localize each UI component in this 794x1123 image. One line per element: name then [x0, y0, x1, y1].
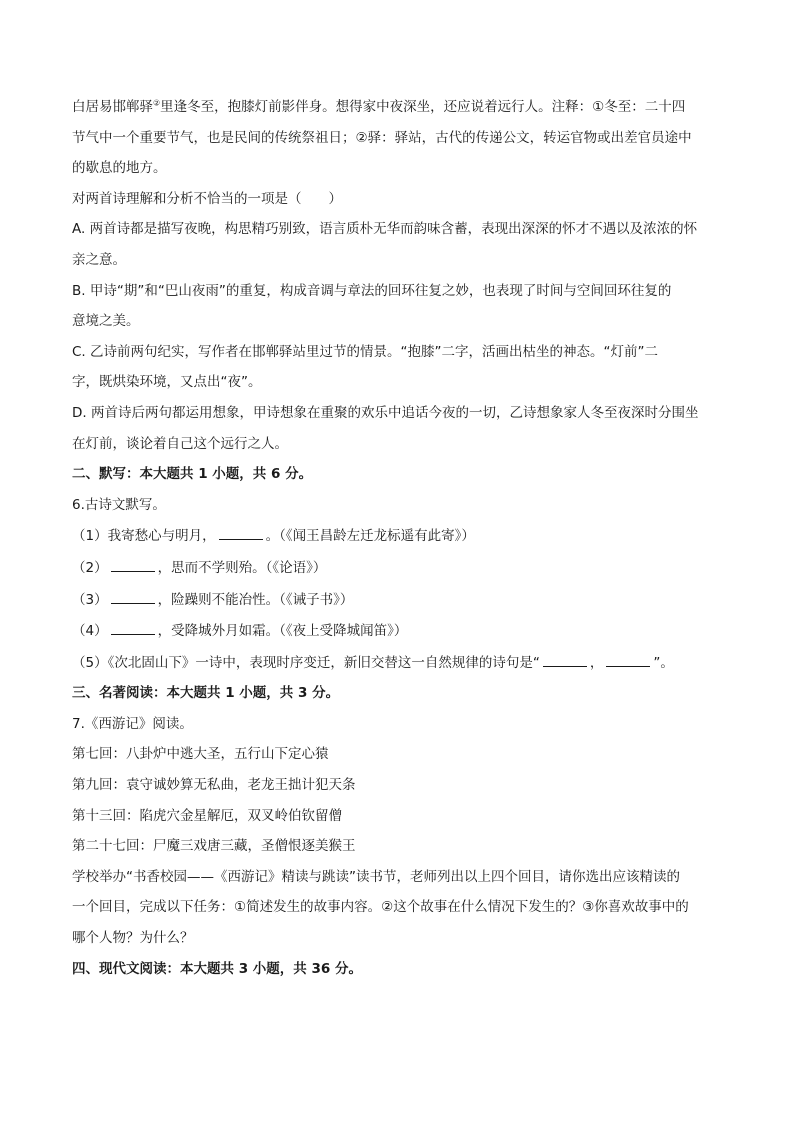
intro-text: 白居易邯郸驿: [72, 99, 153, 115]
q7-chapter-4: 第二十七回：尸魔三戏唐三藏，圣僧恨逐美猴王: [72, 838, 356, 855]
q5-option-d-line-1: D. 两首诗后两句都运用想象，甲诗想象在重聚的欢乐中追话今夜的一切，乙诗想象家人冬至夜深时分围坐: [72, 404, 699, 421]
q5-option-a-line-2: 亲之意。: [72, 251, 126, 268]
q6-item-3: [72, 590, 722, 609]
answer-blank[interactable]: [111, 590, 155, 604]
q6-item-text: ，险躁则不能冶性。（《诫子书》）: [157, 591, 354, 608]
q7-chapter-2: 第九回：袁守诚妙算无私曲，老龙王拙计犯天条: [72, 777, 356, 794]
intro-line-1: [72, 98, 722, 116]
q5-option-c-line-1: C. 乙诗前两句纪实，写作者在邯郸驿站里过节的情景。“抱膝”二字，活画出枯坐的神态。“灯前”二: [72, 343, 658, 360]
q6-item-text: ，思而不学则殆。（《论语》）: [157, 559, 327, 576]
q6-item-text: ，受降城外月如霜。（《夜上受降城闻笛》）: [157, 623, 408, 640]
q7-title: 7.《西游记》阅读。: [72, 715, 193, 732]
answer-blank[interactable]: [111, 621, 155, 635]
intro-line-3: 的歇息的地方。: [72, 160, 167, 177]
q6-item-text: （1）我寄愁心与明月，: [72, 528, 216, 545]
section-2-heading: 二、默写：本大题共 1 小题，共 6 分。: [72, 466, 313, 483]
q6-item-text: ，: [589, 654, 604, 671]
q7-chapter-1: 第七回：八卦炉中逃大圣，五行山下定心猿: [72, 746, 329, 763]
section-4-heading: 四、现代文阅读：本大题共 3 小题，共 36 分。: [72, 960, 362, 977]
answer-blank[interactable]: [543, 653, 587, 667]
q6-item-text: ”。: [653, 654, 674, 671]
q5-option-d-line-2: 在灯前，谈论着自己这个远行之人。: [72, 435, 288, 452]
section-3-heading: 三、名著阅读：本大题共 1 小题，共 3 分。: [72, 685, 340, 702]
q6-item-text: （3）: [72, 591, 108, 608]
q5-option-a-line-1: A. 两首诗都是描写夜晚，构思精巧别致，语言质朴无华而韵味含蓄，表现出深深的怀才不遇以及浓浓的怀: [72, 221, 698, 238]
q5-stem: 对两首诗理解和分析不恰当的一项是（ ）: [72, 190, 342, 207]
answer-blank[interactable]: [111, 558, 155, 572]
q7-chapter-3: 第十三回：陷虎穴金星解厄，双叉岭伯钦留僧: [72, 807, 342, 824]
q5-option-c-line-2: 字，既烘染环境，又点出“夜”。: [72, 374, 262, 391]
q6-item-1: [72, 526, 722, 545]
footnote-marker: ②: [153, 98, 161, 108]
q6-item-text: （2）: [72, 559, 108, 576]
answer-blank[interactable]: [219, 526, 263, 540]
q7-task-line-2: 一个回目，完成以下任务：①简述发生的故事内容。②这个故事在什么情况下发生的？③你喜欢故事中的: [72, 899, 689, 916]
q6-item-2: [72, 558, 722, 577]
q5-option-b-line-2: 意境之美。: [72, 313, 140, 330]
q6-item-text: 。（《闻王昌龄左迁龙标遥有此寄》）: [265, 528, 475, 545]
intro-text: 里逢冬至，抱膝灯前影伴身。想得家中夜深坐，还应说着远行人。注释：①冬至：二十四: [160, 99, 686, 115]
q5-option-b-line-1: B. 甲诗“期”和“巴山夜雨”的重复，构成音调与章法的回环往复之妙，也表现了时间与空间回环往复的: [72, 282, 672, 299]
q6-title: 6.古诗文默写。: [72, 496, 166, 513]
q6-item-text: （4）: [72, 623, 108, 640]
q7-task-line-3: 哪个人物？为什么？: [72, 930, 194, 947]
q6-item-4: [72, 621, 722, 640]
q6-item-text: （5）《次北固山下》一诗中，表现时序变迁，新旧交替这一自然规律的诗句是“: [72, 654, 540, 671]
q6-item-5: [72, 653, 722, 672]
exam-page: [72, 98, 722, 990]
answer-blank[interactable]: [606, 653, 650, 667]
intro-line-2: 节气中一个重要节气，也是民间的传统祭祖日；②驿：驿站，古代的传递公文，转运官物或出差官员途中: [72, 129, 692, 146]
q7-task-line-1: 学校举办“书香校园——《西游记》精读与跳读”读书节，老师列出以上四个回目，请你选出应该精读的: [72, 868, 680, 885]
